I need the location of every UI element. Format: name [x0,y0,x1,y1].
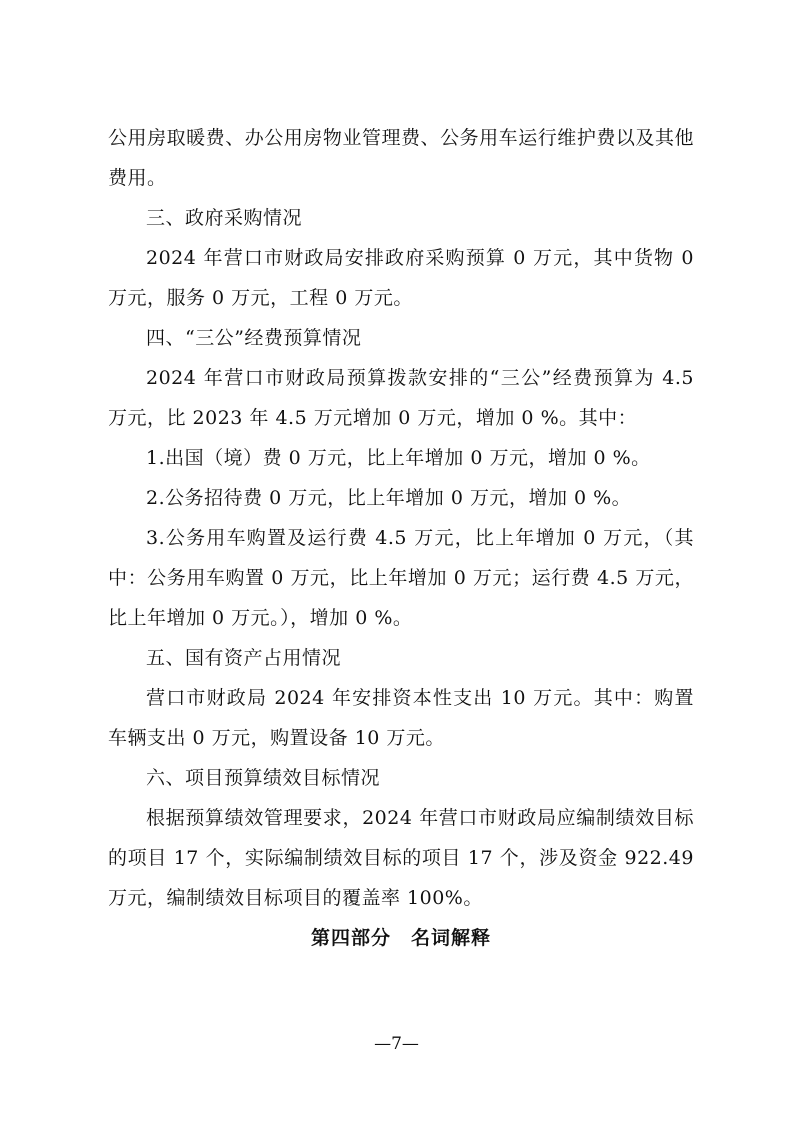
list-item-official-reception: 2.公务招待费 0 万元，比上年增加 0 万元，增加 0 %。 [146,487,632,509]
paragraph-state-assets: 营口市财政局 2024 年安排资本性支出 10 万元。其中：购置车辆支出 0 万元，购置设备 10 万元。 [108,687,694,749]
heading-three-public-expenses: 四、“三公”经费预算情况 [146,327,362,349]
heading-state-assets: 五、国有资产占用情况 [146,647,342,669]
list-item-overseas-travel: 1.出国（境）费 0 万元，比上年增加 0 万元，增加 0 %。 [146,447,651,469]
part-title: 第四部分 名词解释 [310,927,491,949]
heading-government-procurement: 三、政府采购情况 [146,207,303,229]
document-body [108,118,694,958]
page-number: —7— [374,1034,419,1054]
paragraph-performance-targets: 根据预算绩效管理要求，2024 年营口市财政局应编制绩效目标的项目 17 个，实际编制绩效目标的项目 17 个，涉及资金 922.49 万元，编制绩效目标项目的覆盖率 100%。 [108,807,694,909]
heading-performance-targets: 六、项目预算绩效目标情况 [146,767,381,789]
list-item-official-vehicles: 3.公务用车购置及运行费 4.5 万元，比上年增加 0 万元，（其中：公务用车购置 0 万元，比上年增加 0 万元；运行费 4.5 万元，比上年增加 0 万元。），增加 0 %。 [108,527,694,629]
paragraph-expense-continuation: 公用房取暖费、办公用房物业管理费、公务用车运行维护费以及其他费用。 [108,127,694,189]
paragraph-three-public-expenses: 2024 年营口市财政局预算拨款安排的“三公”经费预算为 4.5 万元，比 2023 年 4.5 万元增加 0 万元，增加 0 %。其中： [108,367,694,429]
paragraph-government-procurement: 2024 年营口市财政局安排政府采购预算 0 万元，其中货物 0 万元，服务 0 万元，工程 0 万元。 [108,247,694,309]
